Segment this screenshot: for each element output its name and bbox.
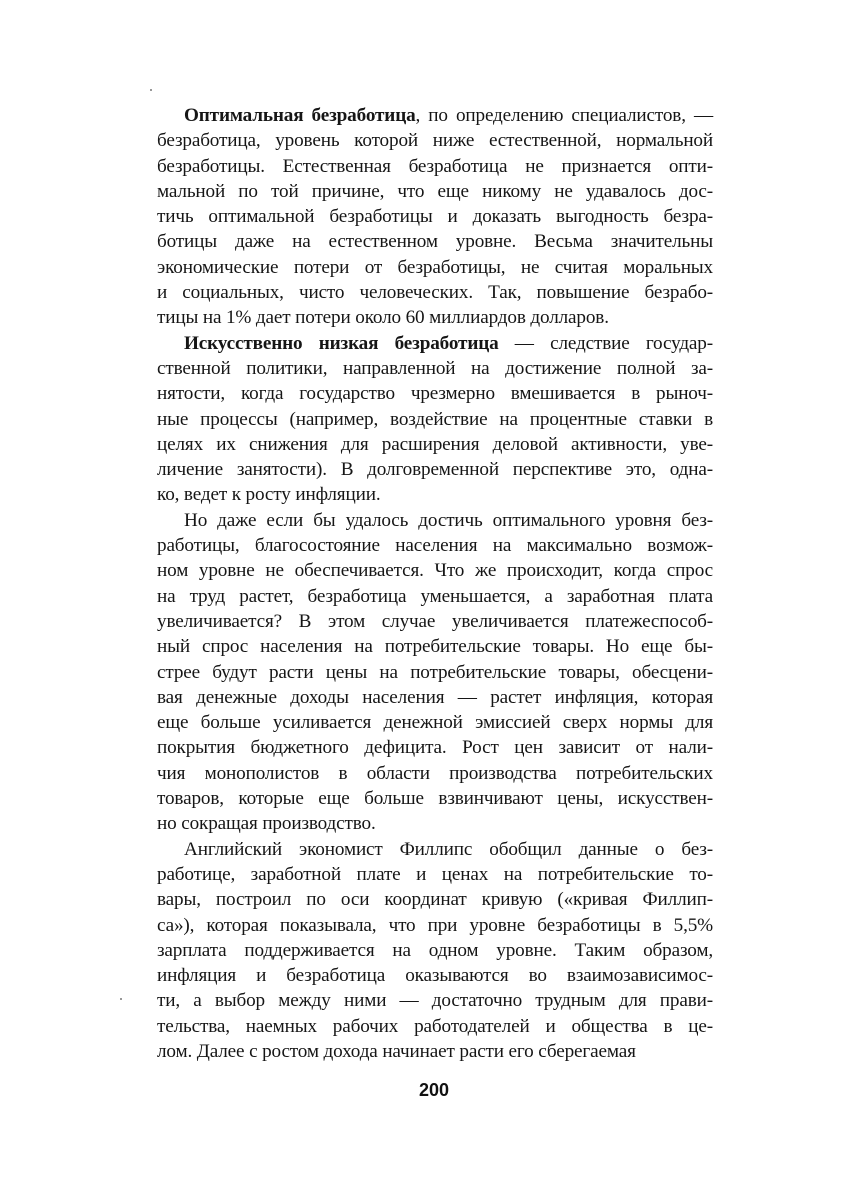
line-text: безработица, уровень которой ниже естественной, нормальной xyxy=(157,130,713,152)
text-line xyxy=(157,887,713,912)
paragraph xyxy=(157,837,713,1065)
text-line xyxy=(157,407,713,432)
line-text: вая денежные доходы населения — растет инфляция, которая xyxy=(157,686,713,708)
line-text: ко, ведет к росту инфляции. xyxy=(157,484,381,506)
text-line xyxy=(157,862,713,887)
line-text: целях их снижения для расширения деловой активности, уве- xyxy=(157,433,713,455)
scan-speck xyxy=(120,998,122,1000)
line-text: стрее будут расти цены на потребительские товары, обесцени- xyxy=(157,661,713,683)
line-text: но сокращая производство. xyxy=(157,813,376,835)
text-line xyxy=(157,229,713,254)
text-line xyxy=(157,255,713,280)
line-text: мальной по той причине, что еще никому не удавалось дос- xyxy=(157,180,713,202)
text-line xyxy=(157,988,713,1013)
line-text: Но даже если бы удалось достичь оптимального уровня без- xyxy=(184,509,713,531)
line-text: ные процессы (например, воздействие на процентные ставки в xyxy=(157,408,713,430)
text-line xyxy=(157,558,713,583)
text-line xyxy=(157,457,713,482)
line-text: ном уровне не обеспечивается. Что же происходит, когда спрос xyxy=(157,560,713,582)
line-text: ти, а выбор между ними — достаточно трудным для прави- xyxy=(157,990,713,1012)
text-line xyxy=(157,1014,713,1039)
line-text: нятости, когда государство чрезмерно вмешивается в рыноч- xyxy=(157,383,713,405)
line-text: тицы на 1% дает потери около 60 миллиардов долларов. xyxy=(157,307,609,329)
text-line xyxy=(157,584,713,609)
text-line xyxy=(157,609,713,634)
paragraph xyxy=(157,508,713,837)
line-text: работицы, благосостояние населения на максимально возмож- xyxy=(157,535,713,557)
text-line xyxy=(157,786,713,811)
page-number: 200 xyxy=(418,1080,450,1100)
line-text: — следствие государ- xyxy=(498,332,713,354)
line-text: инфляция и безработица оказываются во взаимозависимос- xyxy=(157,965,713,987)
text-line xyxy=(157,963,713,988)
text-line xyxy=(157,634,713,659)
scan-speck xyxy=(150,89,152,91)
text-line xyxy=(157,938,713,963)
line-text: увеличивается? В этом случае увеличивается платежеспособ- xyxy=(157,610,713,632)
text-line xyxy=(157,685,713,710)
text-line xyxy=(157,305,713,330)
text-line xyxy=(157,735,713,760)
text-line xyxy=(157,913,713,938)
text-line xyxy=(157,811,713,836)
text-line xyxy=(157,837,713,862)
body-text xyxy=(157,103,713,1064)
text-line xyxy=(157,280,713,305)
term-heading: Искусственно низкая безработица xyxy=(184,332,499,354)
text-line xyxy=(157,1039,713,1064)
line-text: зарплата поддерживается на одном уровне. Таким образом, xyxy=(157,939,713,961)
text-line xyxy=(157,128,713,153)
text-line xyxy=(157,381,713,406)
line-text: тельства, наемных рабочих работодателей и общества в це- xyxy=(157,1015,713,1037)
text-line xyxy=(157,710,713,735)
line-text: ственной политики, направленной на достижение полной за- xyxy=(157,357,713,379)
line-text: лом. Далее с ростом дохода начинает расти его сберегаемая xyxy=(157,1040,636,1062)
line-text: экономические потери от безработицы, не считая моральных xyxy=(157,256,713,278)
line-text: Английский экономист Филлипс обобщил данные о без- xyxy=(184,838,713,860)
line-text: ный спрос населения на потребительские товары. Но еще бы- xyxy=(157,636,713,658)
text-line xyxy=(157,761,713,786)
text-line xyxy=(157,533,713,558)
text-line xyxy=(157,154,713,179)
text-line xyxy=(157,179,713,204)
text-line xyxy=(157,432,713,457)
text-line xyxy=(157,204,713,229)
line-text: тичь оптимальной безработицы и доказать выгодность безра- xyxy=(157,206,713,228)
line-text: са»), которая показывала, что при уровне безработицы в 5,5% xyxy=(157,914,713,936)
line-text: , по определению специалистов, — xyxy=(415,105,713,126)
line-text: личение занятости). В долговременной перспективе это, одна- xyxy=(157,459,713,481)
line-text: чия монополистов в области производства потребительских xyxy=(157,762,713,784)
line-text: вары, построил по оси координат кривую («кривая Филлип- xyxy=(157,889,713,911)
line-text: покрытия бюджетного дефицита. Рост цен зависит от нали- xyxy=(157,737,713,759)
line-text: еще больше усиливается денежной эмиссией сверх нормы для xyxy=(157,712,713,734)
text-line xyxy=(157,660,713,685)
line-text: товаров, которые еще больше взвинчивают цены, искусствен- xyxy=(157,788,713,810)
paragraph xyxy=(157,103,713,331)
text-line xyxy=(157,103,713,128)
term-heading: Оптимальная безработица xyxy=(184,105,416,126)
text-line xyxy=(157,331,713,356)
line-text: и социальных, чисто человеческих. Так, повышение безрабо- xyxy=(157,282,713,304)
text-line xyxy=(157,482,713,507)
line-text: безработицы. Естественная безработица не признается опти- xyxy=(157,155,713,177)
line-text: ботицы даже на естественном уровне. Весьма значительны xyxy=(157,231,713,253)
paragraph xyxy=(157,331,713,508)
line-text: на труд растет, безработица уменьшается, а заработная плата xyxy=(157,585,713,607)
text-line xyxy=(157,356,713,381)
text-line xyxy=(157,508,713,533)
line-text: работице, заработной плате и ценах на потребительские то- xyxy=(157,863,713,885)
